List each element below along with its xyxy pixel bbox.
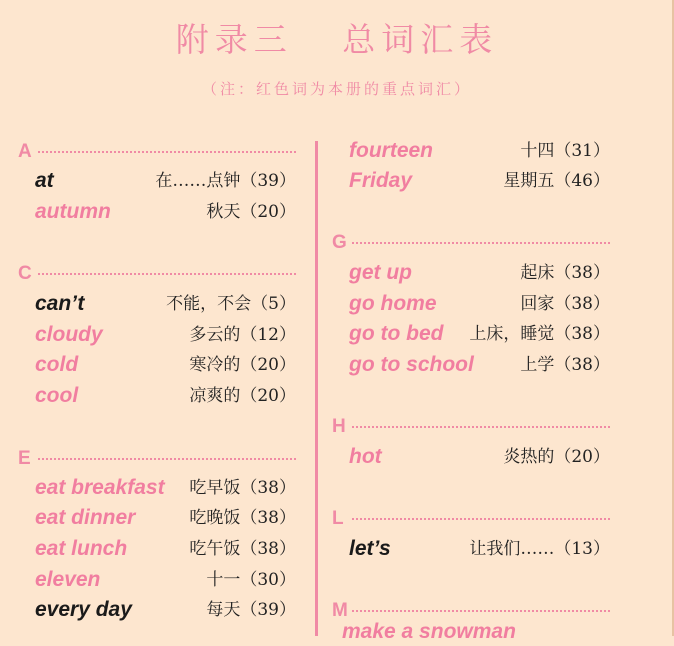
vocab-word-key: eat breakfast: [35, 476, 165, 499]
vocab-word-key: autumn: [35, 200, 111, 223]
vocab-meaning: 十一（30）: [206, 570, 296, 590]
vocab-meaning: 上学（38）: [520, 355, 610, 375]
vocab-word-key: eat dinner: [35, 506, 136, 529]
dotted-rule: [352, 242, 610, 244]
vocab-entry-eat-lunch: [35, 535, 296, 563]
vocab-word: at: [35, 169, 54, 192]
dotted-rule: [352, 518, 610, 520]
vocab-entry-cut-off: [342, 620, 532, 643]
dotted-rule: [38, 273, 296, 275]
section-header-g: [332, 231, 610, 255]
vocab-meaning: 回家（38）: [520, 294, 610, 314]
vocab-word-key: Friday: [349, 169, 413, 192]
section-header-h: [332, 415, 610, 439]
vocab-entry-at: [35, 167, 296, 195]
vocab-entry-hot: [349, 443, 610, 471]
vocab-meaning: 上床，睡觉（38）: [469, 324, 610, 344]
column-divider: [315, 141, 318, 636]
vocab-word-key: get up: [349, 261, 412, 284]
vocab-meaning: 秋天（20）: [206, 202, 296, 222]
vocab-word-key: eleven: [35, 568, 101, 591]
vocab-entry-go-to-school: [349, 351, 610, 379]
vocab-entry-autumn: [35, 198, 296, 226]
vocab-meaning: 炎热的（20）: [503, 447, 610, 467]
vocab-meaning: 星期五（46）: [503, 171, 610, 191]
section-letter: A: [18, 141, 32, 162]
vocab-meaning: 每天（39）: [206, 600, 296, 620]
vocab-meaning: 吃早饭（38）: [189, 478, 296, 498]
section-letter: M: [332, 600, 348, 621]
vocab-meaning: 不能，不会（5）: [166, 294, 296, 314]
vocab-word-key: make a snowman: [342, 620, 516, 643]
vocab-word-key: go to school: [349, 353, 474, 376]
dotted-rule: [352, 426, 610, 428]
vocab-entry-cold: [35, 351, 296, 379]
dotted-rule: [352, 610, 610, 612]
section-letter: C: [18, 263, 32, 284]
vocab-meaning: 起床（38）: [520, 263, 610, 283]
vocab-entry-go-to-bed: [349, 320, 610, 348]
vocab-word: every day: [35, 598, 132, 621]
section-letter: H: [332, 416, 346, 437]
vocab-word-key: fourteen: [349, 139, 433, 162]
vocab-meaning: 让我们……（13）: [469, 539, 610, 559]
section-header-c: [18, 262, 296, 286]
vocab-entry-friday: [349, 167, 610, 195]
vocab-entry-eleven: [35, 566, 296, 594]
vocab-entry-every-day: [35, 596, 296, 624]
vocab-entry-go-home: [349, 290, 610, 318]
section-letter: G: [332, 232, 347, 253]
section-letter: E: [18, 448, 31, 469]
section-header-l: [332, 507, 610, 531]
vocab-entry-eat-breakfast: [35, 474, 296, 502]
vocab-entry-cool: [35, 382, 296, 410]
section-header-e: [18, 447, 296, 471]
vocab-word-key: eat lunch: [35, 537, 128, 560]
vocab-word: can’t: [35, 292, 85, 315]
vocab-entry-eat-dinner: [35, 504, 296, 532]
vocab-word-key: cool: [35, 384, 79, 407]
vocab-meaning: 寒冷的（20）: [189, 355, 296, 375]
vocab-meaning: 凉爽的（20）: [189, 386, 296, 406]
vocab-entry-fourteen: [349, 137, 610, 165]
vocab-entry-cant: [35, 290, 296, 318]
vocab-entry-get-up: [349, 259, 610, 287]
page-title: 附录三 总词汇表: [175, 20, 499, 59]
vocab-word-key: cloudy: [35, 323, 103, 346]
dotted-rule: [38, 151, 296, 153]
dotted-rule: [38, 458, 296, 460]
vocab-meaning: 吃午饭（38）: [189, 539, 296, 559]
section-letter: L: [332, 508, 344, 529]
vocab-meaning: 在……点钟（39）: [155, 171, 296, 191]
vocab-word: let’s: [349, 537, 391, 560]
vocab-meaning: 多云的（12）: [189, 325, 296, 345]
vocab-meaning: 十四（31）: [520, 141, 610, 161]
vocab-entry-lets: [349, 535, 610, 563]
section-header-a: [18, 140, 296, 164]
vocab-word-key: go to bed: [349, 322, 444, 345]
vocab-word-key: hot: [349, 445, 382, 468]
vocab-entry-cloudy: [35, 321, 296, 349]
vocab-meaning: 吃晚饭（38）: [189, 508, 296, 528]
vocab-word-key: go home: [349, 292, 437, 315]
page-subtitle-note: （注：红色词为本册的重点词汇）: [201, 80, 472, 98]
vocab-word-key: cold: [35, 353, 79, 376]
